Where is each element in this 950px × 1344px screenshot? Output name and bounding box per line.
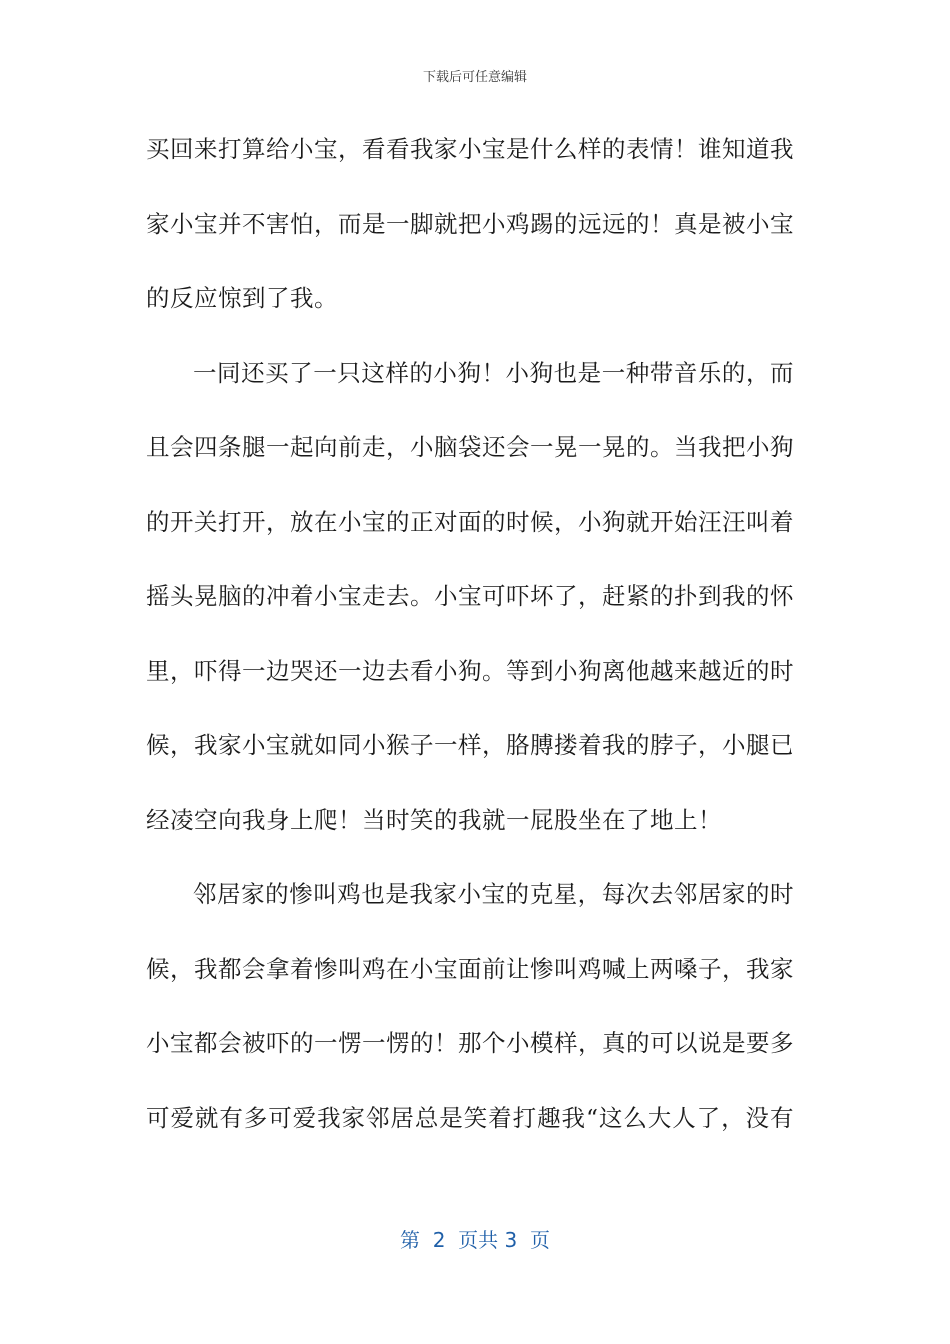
page-number: 第 2 页共 3 页 (400, 1228, 550, 1252)
text-line: 摇头晃脑的冲着小宝走去。小宝可吓坏了，赶紧的扑到我的怀 (146, 582, 794, 610)
text-line: 的反应惊到了我。 (146, 284, 338, 312)
text-line: 里，吓得一边哭还一边去看小狗。等到小狗离他越来越近的时 (146, 656, 794, 685)
text-line: 家小宝并不害怕，而是一脚就把小鸡踢的远远的！真是被小宝 (146, 209, 794, 238)
text-line: 可爱就有多可爱我家邻居总是笑着打趣我“这么大人了，没有 (146, 1103, 794, 1132)
text-line: 候，我家小宝就如同小猴子一样，胳膊搂着我的脖子，小腿已 (146, 731, 794, 759)
text-line: 一同还买了一只这样的小狗！小狗也是一种带音乐的，而 (193, 358, 794, 387)
text-line: 候，我都会拿着惨叫鸡在小宝面前让惨叫鸡喊上两嗓子，我家 (146, 954, 794, 983)
text-line: 邻居家的惨叫鸡也是我家小宝的克星，每次去邻居家的时 (193, 880, 794, 908)
header-note: 下载后可任意编辑 (422, 70, 527, 85)
text-line: 的开关打开，放在小宝的正对面的时候，小狗就开始汪汪叫着 (146, 507, 794, 536)
text-line: 且会四条腿一起向前走，小脑袋还会一晃一晃的。当我把小狗 (146, 433, 794, 461)
text-line: 买回来打算给小宝，看看我家小宝是什么样的表情！谁知道我 (146, 135, 794, 163)
text-line: 经凌空向我身上爬！当时笑的我就一屁股坐在了地上！ (146, 805, 722, 834)
document-body (146, 112, 794, 1155)
text-line: 小宝都会被吓的一愣一愣的！那个小模样，真的可以说是要多 (146, 1029, 794, 1057)
